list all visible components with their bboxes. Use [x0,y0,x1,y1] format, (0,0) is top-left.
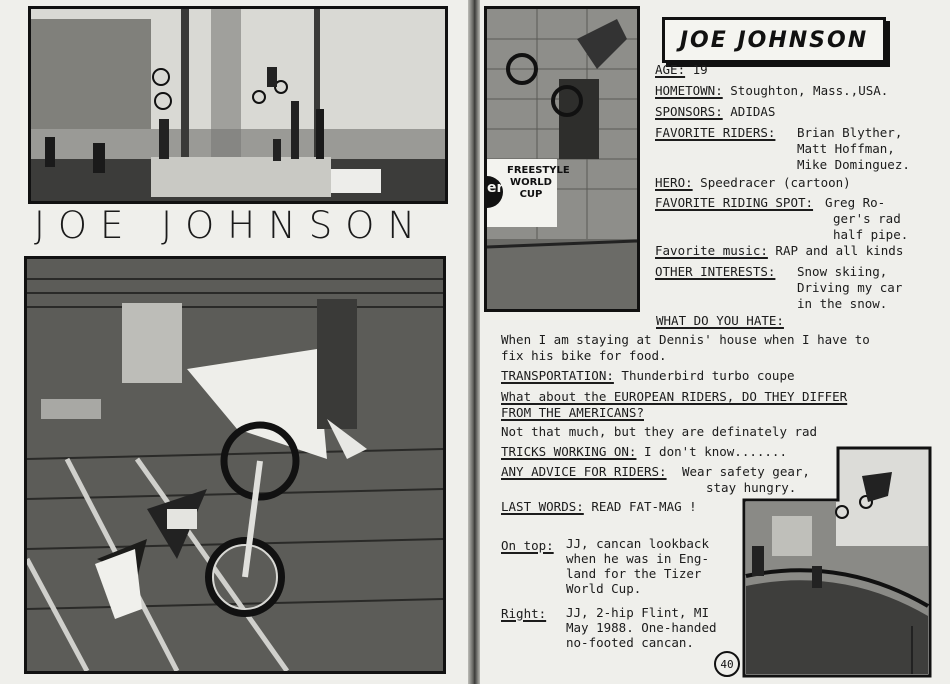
rider-line: Brian Blyther, [797,125,903,140]
interests-label [655,264,775,280]
favorite-riders-label [655,125,775,141]
transport-row [501,368,795,384]
spot-line: Greg Ro- [825,195,886,210]
interests-label-text: OTHER INTERESTS: [655,264,776,279]
hero-row [655,175,851,191]
caption-line: no-footed cancan. [566,635,694,650]
last-words-value: READ FAT-MAG ! [591,499,697,514]
caption-line: JJ, 2-hip Flint, MI [566,605,709,620]
left-page-title: JOE JOHNSON [34,204,428,247]
sign-line: WORLD [510,177,552,188]
last-words-row [501,499,697,515]
sign-line: CUP [519,189,543,200]
banner-edge-text: er [487,180,504,196]
caption-top-label [501,538,554,554]
hero-label: HERO: [655,175,693,190]
page-number: 40 [714,651,740,677]
tricks-label: TRICKS WORKING ON: [501,444,637,459]
hometown-label: HOMETOWN: [655,83,723,98]
caption-line: land for the Tizer [566,566,702,581]
euro-line: What about the EUROPEAN RIDERS, DO THEY DIFFER [501,389,848,404]
transport-label: TRANSPORTATION: [501,368,614,383]
interests-value [797,264,902,312]
hate-value [501,332,870,364]
hate-label-text: WHAT DO YOU HATE: [656,313,784,328]
caption-top-text [566,536,709,596]
hate-line: When I am staying at Dennis' house when I have to [501,332,870,347]
binding-gutter [468,0,480,684]
caption-line: World Cup. [566,581,642,596]
caption-top-label-text: On top: [501,538,554,553]
caption-right-label-text: Right: [501,606,547,621]
interest-line: Driving my car [797,280,903,295]
tricks-value: I don't know....... [644,444,787,459]
caption-right-label [501,606,546,622]
sponsors-row [655,104,775,120]
last-words-label: LAST WORDS: [501,499,584,514]
hometown-value: Stoughton, Mass.,USA. [730,83,889,98]
sponsors-label: SPONSORS: [655,104,723,119]
advice-label [501,464,667,480]
music-label: Favorite music: [655,243,768,258]
advice-label-text: ANY ADVICE FOR RIDERS: [501,464,667,479]
rider-line: Mike Dominguez. [797,157,910,172]
hate-line: fix his bike for food. [501,348,667,363]
skatepark-photo [28,6,448,204]
age-label: AGE: [655,62,686,77]
right-page [480,0,950,684]
half-pipe-photo [742,446,932,678]
caption-right-text [566,605,717,650]
advice-line: Wear safety gear, [682,464,810,479]
caption-line: May 1988. One-handed [566,620,717,635]
spot-line: half pipe. [833,227,909,242]
music-value: RAP and all kinds [775,243,904,258]
advice-line: stay hungry. [706,480,797,495]
hero-value: Speedracer (cartoon) [700,175,851,190]
transport-value: Thunderbird turbo coupe [621,368,795,383]
music-row [655,243,903,259]
wall-ride-photo [484,6,640,312]
right-page-title: JOE JOHNSON [679,27,869,53]
left-page [0,0,468,684]
age-row [655,62,708,78]
favorite-spot-label [655,195,813,211]
hometown-row [655,83,888,99]
interest-line: in the snow. [797,296,888,311]
freestyle-world-cup-sign [507,165,570,201]
favorite-spot-label-text: FAVORITE RIDING SPOT: [655,195,814,210]
interest-line: Snow skiing, [797,264,888,279]
euro-line: FROM THE AMERICANS? [501,405,644,420]
sign-line: FREESTYLE [507,165,570,176]
right-page-title-box [662,17,886,63]
sponsors-value: ADIDAS [730,104,776,119]
age-value: 19 [692,62,708,77]
rider-photo [24,256,446,674]
rider-line: Matt Hoffman, [797,141,895,156]
favorite-riders-value [797,125,910,173]
caption-line: JJ, cancan lookback [566,536,709,551]
euro-question [501,389,847,421]
favorite-spot-value [825,195,908,243]
favorite-riders-label-text: FAVORITE RIDERS: [655,125,776,140]
euro-answer: Not that much, but they are definately rad [501,424,818,439]
caption-line: when he was in Eng- [566,551,709,566]
spot-line: ger's rad [833,211,901,226]
hate-label [656,313,784,329]
